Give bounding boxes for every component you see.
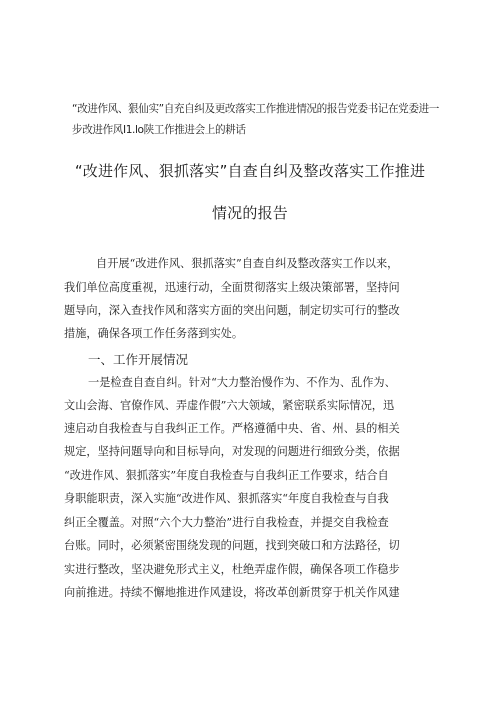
title-line-1: “改进作风、狠抓落实”自查自纠及整改落实工作推进	[74, 162, 426, 180]
section-heading: 一、工作开展情况	[88, 352, 189, 367]
paragraph-line: 身职能职责，深入实施“改进作风、狠抓落实“年度自我检查与自我	[64, 492, 389, 505]
paragraph-line: 纠正全覆盖。对照“六个大力整治”进行自我检查，并提交自我检查	[64, 516, 389, 529]
paragraph-line: 题导向，深入查找作风和落实方面的突出问题，制定切实可行的整改	[64, 304, 400, 317]
paragraph-line: 一是检查自查自纠。针对“大力整治慢作为、不作为、乱作为、	[88, 376, 396, 389]
header-line-1: “改进作风、狠仙实”自充自纠及更改落实工作推进情况的报告党委书记在党委进一	[72, 103, 439, 115]
paragraph-line: 实进行整改，坚决避免形式主义，杜绝弄虚作假，确保各项工作稳步	[64, 563, 400, 576]
paragraph-line: 我们单位高度重视，迅速行动，全面贯彻落实上级决策部署，坚持问	[64, 281, 400, 294]
title-line-2: 情况的报告	[211, 204, 288, 222]
header-line-2: 步改进作风I1.lo陕工作推进会上的耕话	[72, 124, 246, 136]
paragraph-line: 向前推进。持续不懈地推进作风建设，将改革创新贯穿于机关作风建	[64, 586, 400, 599]
paragraph-line: 自开展“改进作风、狠抓落实”自查自纠及整改落实工作以来，	[96, 257, 399, 270]
paragraph-line: 措施，确保各项工作任务落到实处。	[64, 327, 244, 340]
paragraph-line: 台账。同时，必须紧密围绕发现的问题，找到突破口和方法路径，切	[64, 539, 400, 552]
paragraph-line: “改进作风、狠抓落实”年度自我检查与自我纠正工作要求，结合自	[64, 469, 389, 482]
document-header	[72, 99, 442, 141]
paragraph-line: 文山会海、官僚作风、弄虚作假”六大领域，紧密联系实际情况，迅	[64, 399, 395, 412]
paragraph-line: 规定，坚持问题导向和目标导向，对发现的问题进行细致分类，依据	[64, 445, 400, 458]
paragraph-line: 速启动自我检查与自我纠正工作。严格遵循中央、省、州、县的相关	[64, 422, 400, 435]
